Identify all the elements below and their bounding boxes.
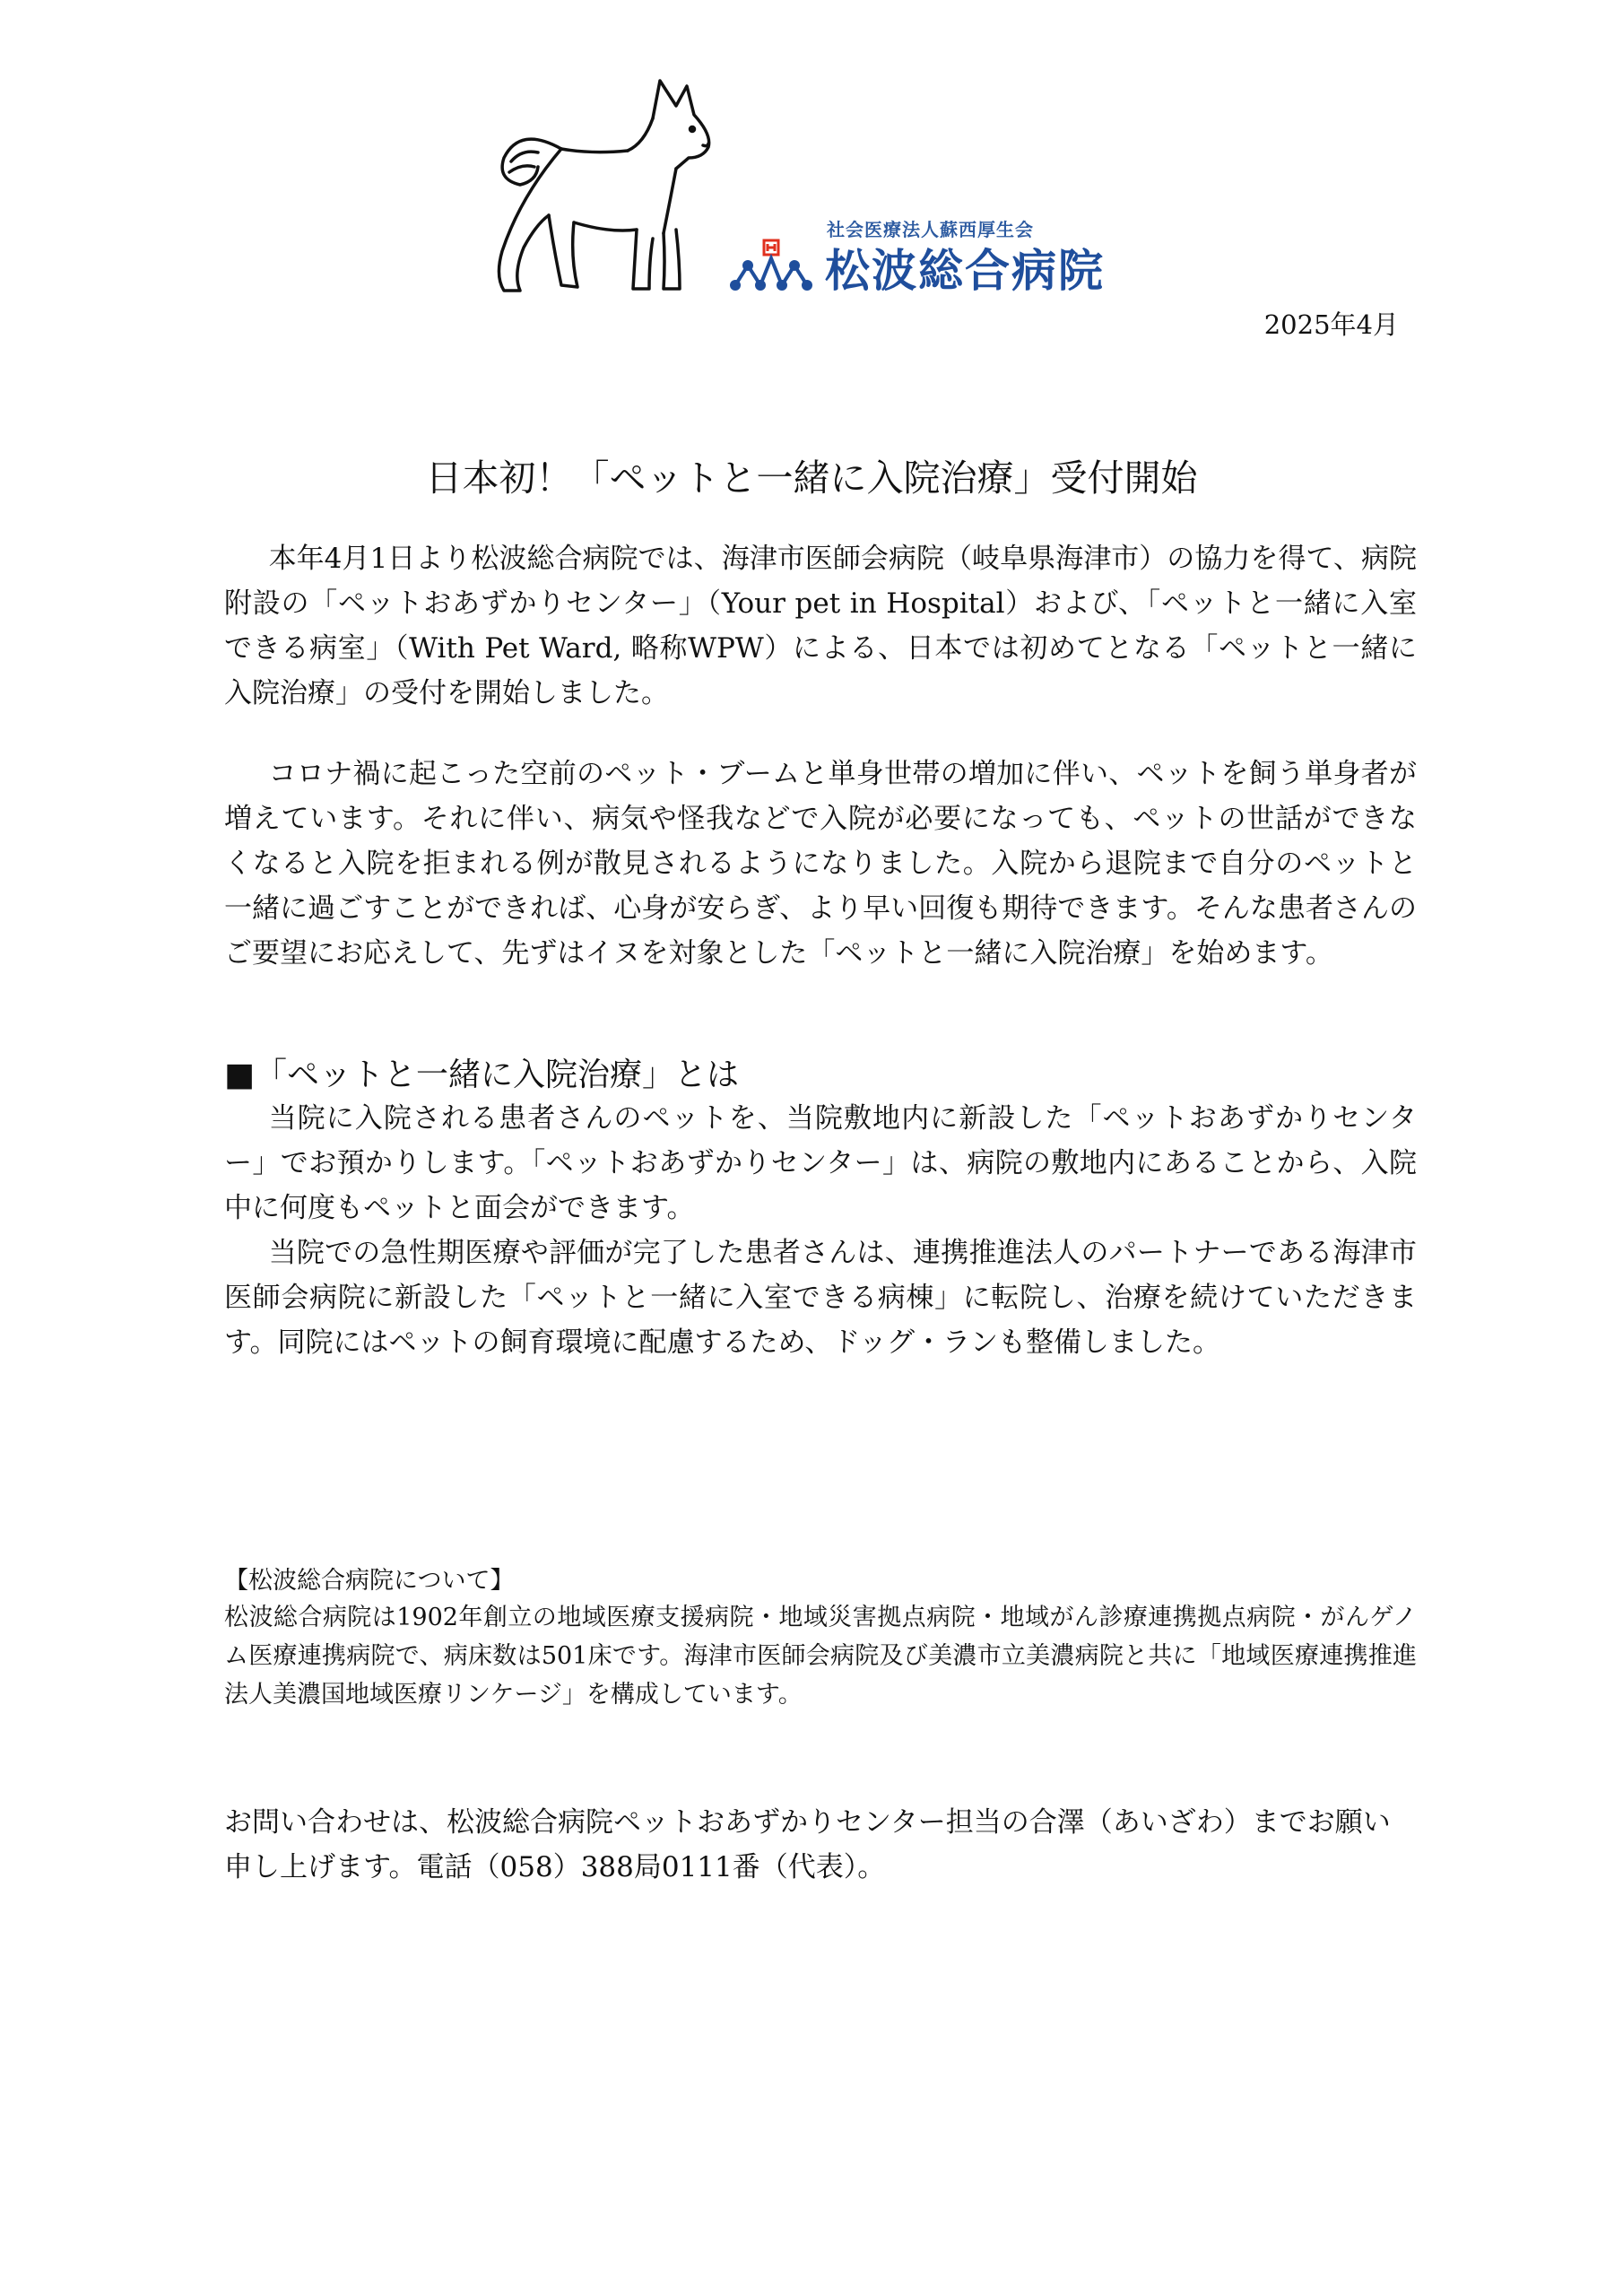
- logo-hospital-name: 松波総合病院: [825, 245, 1105, 297]
- logo-mark-icon: [726, 239, 816, 292]
- logo-org-name: 社会医療法人蘇西厚生会: [827, 219, 1034, 240]
- intro-paragraph-2: コロナ禍に起こった空前のペット・ブームと単身世帯の増加に伴い、ペットを飼う単身者が増えています。それに伴い、病気や怪我などで入院が必要になっても、ペットの世話ができなくなると入院を拒まれる例が散見されるようになりました。入院から退院まで自分のペットと一緒に過ごすことができれば、心身が安らぎ、より早い回復も期待できます。そんな患者さんのご要望にお応えして、先ずはイヌを対象とした「ペットと一緒に入院治療」を始めます。: [224, 758, 1417, 970]
- section-paragraph-1: 当院に入院される患者さんのペットを、当院敷地内に新設した「ペットおあずかりセンター」でお預かりします。「ペットおあずかりセンター」は、病院の敷地内にあることから、入院中に何度もペットと面会ができます。: [224, 1102, 1417, 1224]
- about-heading: 【松波総合病院について】: [224, 1567, 515, 1595]
- dog-illustration: [484, 72, 744, 300]
- page-title: 日本初！「ペットと一緒に入院治療」受付開始: [425, 457, 1198, 500]
- contact-text: お問い合わせは、松波総合病院ペットおあずかりセンター担当の合澤（あいざわ）までお願い申し上げます。電話（058）388局0111番（代表）。: [224, 1806, 1391, 1883]
- release-date: 2025年4月: [1263, 309, 1399, 340]
- section-paragraph-2: 当院での急性期医療や評価が完了した患者さんは、連携推進法人のパートナーである海津市医師会病院に新設した「ペットと一緒に入室できる病棟」に転院し、治療を続けていただきます。同院にはペットの飼育環境に配慮するため、ドッグ・ランも整備しました。: [224, 1237, 1417, 1359]
- hospital-logo: [726, 215, 1148, 296]
- section-heading: ■「ペットと一緒に入院治療」とは: [224, 1057, 740, 1093]
- about-text: 松波総合病院は1902年創立の地域医療支援病院・地域災害拠点病院・地域がん診療連携拠点病院・がんゲノム医療連携病院で、病床数は501床です。海津市医師会病院及び美濃市立美濃病院と共に「地域医療連携推進法人美濃国地域医療リンケージ」を構成しています。: [224, 1604, 1417, 1709]
- intro-paragraph-1: 本年4月1日より松波総合病院では、海津市医師会病院（岐阜県海津市）の協力を得て、病院附設の「ペットおあずかりセンター」（Your pet in Hospital）および、「ペットと一緒に入室できる病室」（With Pet Ward, 略称WPW）による、日本では初めてとなる「ペットと一緒に入院治療」の受付を開始しました。: [224, 543, 1417, 709]
